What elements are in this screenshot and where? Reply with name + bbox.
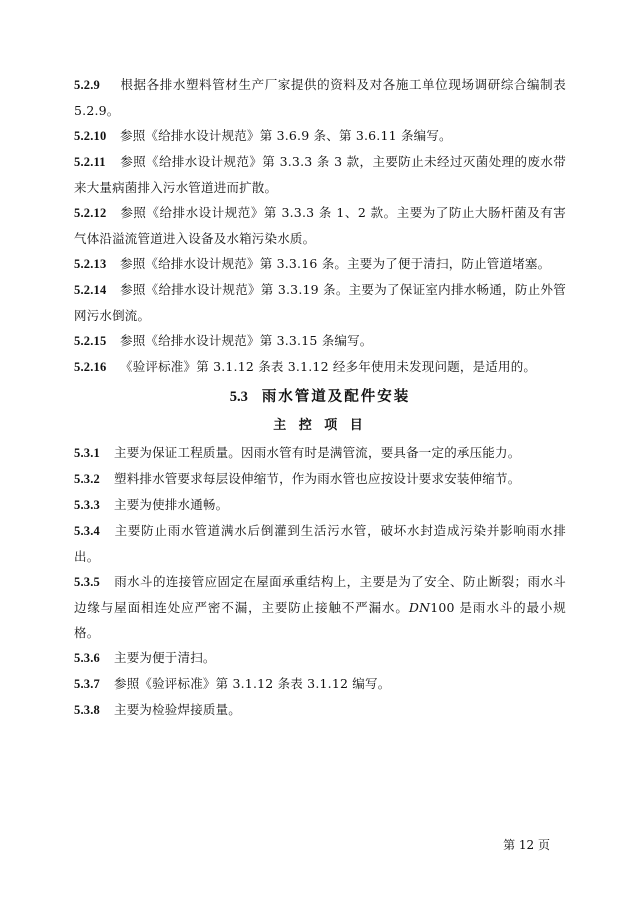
clause-5-2-13 <box>74 251 566 277</box>
clause-text: 主要为使排水通畅。 <box>114 497 229 512</box>
clause-5-3-4 <box>74 518 566 569</box>
clause-number: 5.3.5 <box>74 575 100 589</box>
clause-5-2-9 <box>74 72 566 123</box>
clause-5-3-7 <box>74 671 566 697</box>
clause-5-3-3 <box>74 492 566 518</box>
clause-5-2-12 <box>74 200 566 251</box>
clause-number: 5.2.13 <box>74 257 107 271</box>
clause-5-2-11 <box>74 149 566 200</box>
clause-text: 100 是雨水斗的最小规格。 <box>74 600 566 640</box>
clause-5-2-15 <box>74 328 566 354</box>
clause-number: 5.2.9 <box>74 78 100 92</box>
clause-number: 5.3.4 <box>74 524 100 538</box>
clause-5-2-16 <box>74 354 566 380</box>
clause-text: 主要为便于清扫。 <box>114 650 216 665</box>
clause-5-3-1 <box>74 440 566 466</box>
clause-number: 5.3.1 <box>74 446 100 460</box>
clause-text: 参照《给排水设计规范》第 3.3.15 条编写。 <box>120 333 373 348</box>
clause-number: 5.2.12 <box>74 206 107 220</box>
clause-text: 主要为检验焊接质量。 <box>114 702 242 717</box>
clause-text: 参照《验评标准》第 3.1.12 条表 3.1.12 编写。 <box>114 676 391 691</box>
page-number: 第 12 页 <box>503 838 550 852</box>
clause-5-2-14 <box>74 277 566 328</box>
clause-number: 5.2.16 <box>74 360 107 374</box>
clause-text: 主要为保证工程质量。因雨水管有时是满管流，要具备一定的承压能力。 <box>114 445 521 460</box>
clause-5-3-6 <box>74 645 566 671</box>
clause-text: 参照《给排水设计规范》第 3.6.9 条、第 3.6.11 条编写。 <box>120 128 452 143</box>
clause-number: 5.2.10 <box>74 129 107 143</box>
clause-text: 参照《给排水设计规范》第 3.3.3 条 1、2 款。主要为了防止大肠杆菌及有害气体沿溢流管道进入设备及水箱污染水质。 <box>74 205 566 246</box>
clause-text: 参照《给排水设计规范》第 3.3.3 条 3 款，主要防止未经过灭菌处理的废水带来大量病菌排入污水管道进而扩散。 <box>74 154 566 195</box>
clause-text: 参照《给排水设计规范》第 3.3.19 条。主要为了保证室内排水畅通，防止外管网污水倒流。 <box>74 282 566 323</box>
clause-text: 塑料排水管要求每层设伸缩节，作为雨水管也应按设计要求安装伸缩节。 <box>114 471 521 486</box>
page-content <box>74 72 566 723</box>
clause-text: 雨水斗的连接管应固定在屋面承重结构上，主要是为了安全、防止断裂；雨水斗边缘与屋面相连处应严密不漏，主要防止接触不严漏水。 <box>74 574 566 615</box>
section-number: 5.3 <box>229 389 248 405</box>
clause-text: 参照《给排水设计规范》第 3.3.16 条。主要为了便于清扫，防止管道堵塞。 <box>120 256 551 271</box>
section-title-text: 雨水管道及配件安装 <box>261 388 411 405</box>
clause-5-3-2 <box>74 466 566 492</box>
clause-text: 主要防止雨水管道满水后倒灌到生活污水管，破坏水封造成污染并影响雨水排出。 <box>74 523 566 564</box>
clause-number: 5.2.14 <box>74 283 107 297</box>
clause-number: 5.2.11 <box>74 155 106 169</box>
clause-text: 根据各排水塑料管材生产厂家提供的资料及对各施工单位现场调研综合编制表 5.2.9。 <box>74 77 566 118</box>
clause-5-3-5 <box>74 569 566 645</box>
clause-number: 5.3.3 <box>74 498 100 512</box>
clause-number: 5.3.7 <box>74 677 100 691</box>
clause-number: 5.3.8 <box>74 703 100 717</box>
section-heading <box>74 382 566 412</box>
clause-5-2-10 <box>74 123 566 149</box>
clause-number: 5.2.15 <box>74 334 107 348</box>
clause-text: 《验评标准》第 3.1.12 条表 3.1.12 经多年使用未发现问题，是适用的。 <box>120 359 537 374</box>
clause-number: 5.3.6 <box>74 651 100 665</box>
subsection-heading: 主 控 项 目 <box>273 418 367 433</box>
clause-5-3-8 <box>74 697 566 723</box>
clause-number: 5.3.2 <box>74 472 100 486</box>
clause-text-italic: DN <box>408 600 431 615</box>
